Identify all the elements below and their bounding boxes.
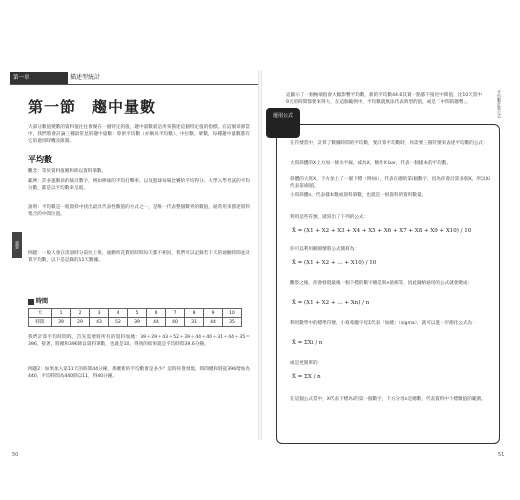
time-cell: 43 <box>90 318 109 327</box>
time-cell: 35 <box>223 318 242 327</box>
chapter-tab: 第一章 <box>10 72 68 84</box>
time-cell: 39 <box>128 318 147 327</box>
row-label-time: 時間 <box>29 318 52 327</box>
page-number-left: 50 <box>12 452 19 458</box>
explanation-paragraph: 說明：平均數是一般資料中找出最具代表性數值的方式之一，是唯一代表整個數列的數值，通常用來描述資料集合的中間位置。 <box>28 205 250 218</box>
closing-paragraph: 在這個公式當中，X代表下標為i的第一個數字，下方分母n是總數，代表資料中下標數值的範圍。 <box>290 397 486 402</box>
table-row <box>29 309 242 318</box>
table-head <box>28 296 48 305</box>
bullet-item: 小寫斜體n，代表樣本數或資料筆數，也就是一組資料的資料數量。 <box>290 193 427 198</box>
section-title: 第一節 趨中量數 <box>28 98 157 116</box>
subhead-mean: 平均數 <box>28 155 52 164</box>
formula-general: X̄ = (X1 + X2 + … + Xn) / n <box>292 300 370 306</box>
bullet-item: 斜體的大寫X，下方加上了一個下標（例如i），代表在總的第i個數字，因為你會計算多個X，所以Xi代表第i個值。 <box>290 177 490 190</box>
day-cell: 1 <box>52 309 71 318</box>
clock-icon <box>28 299 34 305</box>
commute-table <box>28 308 242 327</box>
day-cell: 2 <box>71 309 90 318</box>
day-cell: 8 <box>185 309 204 318</box>
definition-line: 觀念：等於資料值總和除以資料筆數。 <box>28 169 107 174</box>
day-cell: 5 <box>128 309 147 318</box>
row-label-day: 天 <box>29 309 52 318</box>
sidebar-tag: 重要 <box>12 232 22 258</box>
formula-full: X̄ = (X1 + X2 + X3 + X4 + X5 + X6 + X7 + X8 + X9 + X10) / 10 <box>292 228 472 234</box>
table-row <box>29 318 242 327</box>
formula-sigma: X̄ = ΣXi / n <box>292 340 323 346</box>
time-cell: 31 <box>185 318 204 327</box>
day-cell: 6 <box>147 309 166 318</box>
day-cell: 3 <box>90 309 109 318</box>
formula-ellipsis: X̄ = (X1 + X2 + … + X10) / 10 <box>292 260 377 266</box>
day-cell: 10 <box>223 309 242 318</box>
time-cell: 44 <box>147 318 166 327</box>
header-rule <box>10 84 258 85</box>
sigma-explain: 利用數學中的標準符號，小寫希臘字母Σ代表「加總」（sigma），就可以進一步簡化公式為： <box>290 321 477 326</box>
formula-badge: 運用公式 <box>266 108 300 138</box>
time-cell: 52 <box>109 318 128 327</box>
example-intro: 例題：一般人會在清晨時分前往上班，通勤所花費的時間每天都不相同，我們可以記錄若干天的通勤時間並計算平均數，以下是記錄的11天數據。 <box>28 251 250 264</box>
right-top-paragraph: 這顯示了一個極端值會大幅影響平均數，新的平均數44.6其實一點都不接近中間值，比10天當中9天的時間都要來得大，在這個範例中，平均數就無法代表典型的值，或是「中間的趨勢」。 <box>286 93 482 106</box>
calc-paragraph: 我們計算平均時間時，首先需要將所有的資料加總：39＋29＋43＋52＋39＋44＋40＋31＋44＋35＝396，接著，將總和396除以資料筆數，也就是10，得到的結果就是平均時間39.6分鐘。 <box>28 335 250 348</box>
day-cell: 4 <box>109 309 128 318</box>
formula-lead: 利用這些符號，就寫出了下列的公式： <box>290 215 369 220</box>
bullet-item: 大寫斜體的X上方加一條水平線，或為X，稱作X bar，代表一個樣本的平均數。 <box>290 161 451 166</box>
general-explain: 觀察之後，你會發現最後一個下標的數字總是與n值相等，因此歸納通用的公式就會變成： <box>290 281 473 286</box>
table-head-label: 時間 <box>36 298 49 305</box>
time-cell: 40 <box>166 318 185 327</box>
time-cell: 29 <box>71 318 90 327</box>
or-text: 或是更簡單的： <box>290 361 323 366</box>
box-intro: 在符號當中，計算了數據時間的平均數，要計算平均數時，你需要三個符號來表達平均數的公式： <box>290 141 488 146</box>
formula-simple: X̄ = ΣX / n <box>292 374 321 380</box>
example2-paragraph: 例題2：如果加入第11天的時間44分鐘，那麼新的平均數會是多少？這時你會發現，時間總和將從396增加為440，平均時間為440除以11，得40分鐘。 <box>28 367 250 380</box>
day-cell: 9 <box>204 309 223 318</box>
definition-body: 範例：許多運動員的統計數字，例如棒球的平均打擊率、以及籃球每場比賽的平均得分、大學入學考試的平均分數，都是以平均數來呈現。 <box>28 179 250 192</box>
note-ellipsis: 你可以利用刪節號將公式簡寫為： <box>290 247 359 252</box>
intro-paragraph: 大部分數值變數的資料值往往會聚在一個特定的值，趨中量數就是用來描述這個特定值的指標。在這個章節當中，我們將會討論三種最常見的趨中量數：算術平均數（亦稱為平均數）、中位數、眾數，每種趨中量數都有它的適用時機及限制。 <box>28 125 250 145</box>
chapter-title: 描述型統計 <box>70 74 101 81</box>
time-cell: 39 <box>52 318 71 327</box>
vertical-tag: 平均數計算公式 <box>497 90 502 118</box>
time-cell: 44 <box>204 318 223 327</box>
page-number-right: 51 <box>498 452 505 458</box>
day-cell: 7 <box>166 309 185 318</box>
